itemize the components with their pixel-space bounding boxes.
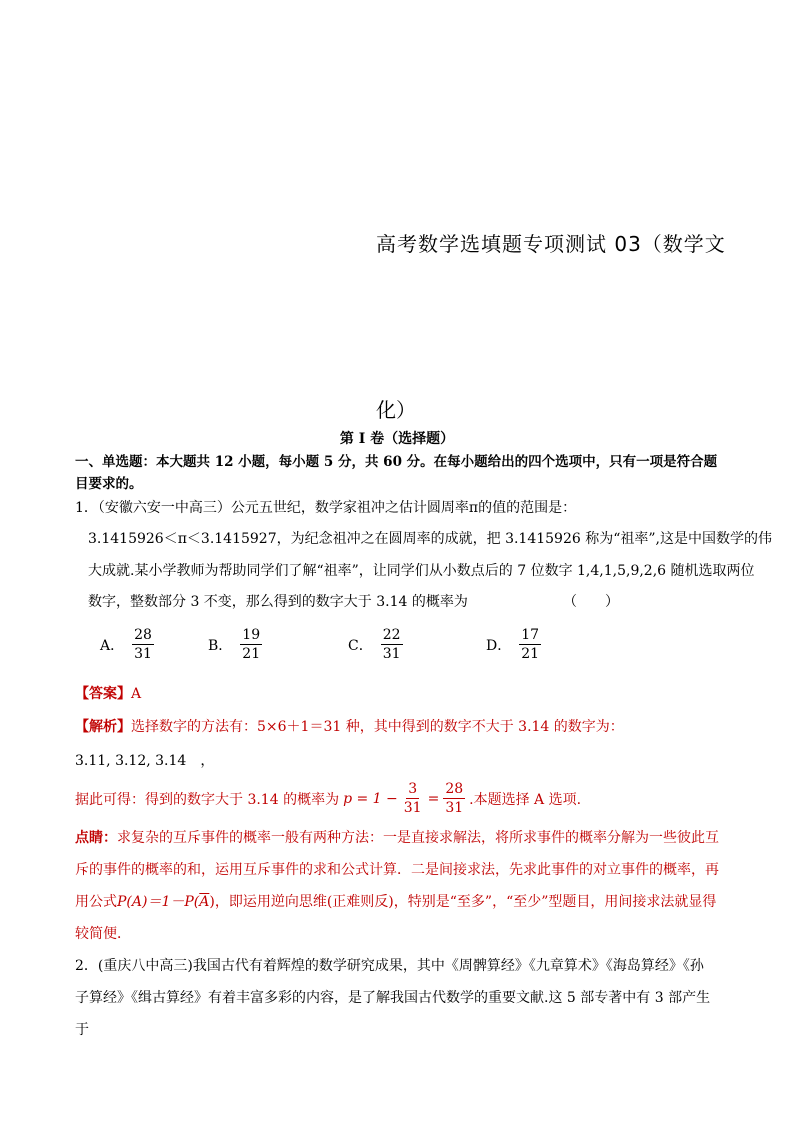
choice-b [208, 626, 262, 663]
question-1-line1: 1．（安徽六安一中高三）公元五世纪，数学家祖冲之估计圆周率π的值的范围是： [75, 500, 577, 516]
document-title-line2: 化） [376, 398, 416, 422]
choice-b-numerator: 19 [242, 627, 261, 643]
choice-a-letter: A． [100, 637, 125, 654]
formula-equals: = [427, 790, 440, 807]
tip-tag: 点睛： [75, 830, 117, 846]
tip-line2: 斥的事件的概率的和，运用互斥事件的求和公式计算．二是间接求法，先求此事件的对立事件的概率，再 [75, 862, 719, 878]
conclusion-pre: 据此可得：得到的数字大于 3.14 的概率为 [75, 791, 340, 808]
answer-tag: 【答案】 [75, 686, 131, 702]
formula-fraction-1-denominator: 31 [403, 800, 422, 816]
choice-c-numerator: 22 [382, 627, 401, 643]
document-title-line1: 高考数学选填题专项测试 03（数学文 [376, 232, 726, 256]
tip-block [75, 822, 723, 950]
choice-d-denominator: 21 [521, 646, 540, 662]
choice-d-letter: D． [486, 637, 512, 654]
choice-c-fraction [381, 626, 403, 663]
answer-parentheses: （ ） [563, 594, 619, 610]
choice-c-letter: C． [348, 637, 373, 654]
section-title: 第 I 卷（选择题） [339, 431, 455, 447]
analysis-number-list: 3.11, 3.12, 3.14 ， [75, 753, 215, 769]
choice-d [486, 626, 541, 663]
conclusion-post: .本题选择 A 选项. [469, 791, 582, 808]
formula-fraction-2 [443, 780, 465, 817]
formula-fraction-1 [402, 780, 424, 817]
question-1-line2: 3.1415926＜π＜3.1415927，为纪念祖冲之在圆周率的成就，把 3.1415926 称为“祖率”,这是中国数学的伟 [88, 531, 772, 547]
choice-b-denominator: 21 [242, 646, 261, 662]
tip-line3-pre: 用公式 [75, 894, 117, 910]
tip-line1-text: 求复杂的互斥事件的概率一般有两种方法：一是直接求解法，将所求事件的概率分解为一些彼此互 [117, 830, 719, 846]
tip-formula: P(A)＝1－P( [117, 894, 200, 910]
choice-d-numerator: 17 [521, 627, 540, 643]
answer-line [75, 683, 141, 703]
choice-d-fraction [519, 626, 541, 663]
analysis-tag: 【解析】 [75, 719, 131, 735]
formula-fraction-2-denominator: 31 [445, 800, 464, 816]
analysis-line [75, 716, 624, 736]
choice-c-denominator: 31 [382, 646, 401, 662]
question-2 [75, 950, 723, 1046]
formula-fraction-2-numerator: 28 [445, 781, 464, 797]
formula-p: p = 1 − [343, 790, 398, 807]
tip-line4: 较简便． [75, 926, 131, 942]
question-2-line2: 子算经》《缉古算经》有着丰富多彩的内容，是了解我国古代数学的重要文献.这 5 部专著中有 3 部产生于 [75, 990, 711, 1038]
choice-a [100, 626, 154, 663]
choice-a-fraction [132, 626, 154, 663]
tip-line1 [75, 822, 723, 854]
analysis-conclusion [75, 780, 581, 817]
formula-fraction-1-numerator: 3 [408, 781, 418, 797]
question-1-line3: 大成就.某小学教师为帮助同学们了解“祖率”，让同学们从小数点后的 7 位数字 1,4,1,5,9,2,6 随机选取两位 [88, 563, 755, 579]
choice-a-denominator: 31 [134, 646, 152, 662]
choice-b-fraction [240, 626, 262, 663]
question-1-line4: 数字，整数部分 3 不变，那么得到的数字大于 3.14 的概率为 [88, 594, 468, 610]
tip-line3 [75, 886, 723, 918]
choice-c [348, 626, 403, 663]
choice-a-numerator: 28 [134, 627, 152, 643]
tip-formula-complement: $\overline{A}$ [199, 894, 210, 910]
answer-value: A [131, 686, 142, 702]
choice-b-letter: B． [208, 637, 233, 654]
tip-line3-post: )，即运用逆向思维(正难则反)，特别是“至多”，“至少”型题目，用间接求法就显得 [209, 894, 717, 910]
question-2-line1: 2．(重庆八中高三)我国古代有着辉煌的数学研究成果，其中《周髀算经》《九章算术》《海岛算经》《孙 [75, 958, 704, 974]
analysis-text: 选择数字的方法有：5×6＋1＝31 种，其中得到的数字不大于 3.14 的数字为： [131, 719, 624, 735]
section-instructions: 一、单选题：本大题共 12 小题，每小题 5 分，共 60 分。在每小题给出的四个选项中，只有一项是符合题目要求的。 [75, 454, 718, 492]
